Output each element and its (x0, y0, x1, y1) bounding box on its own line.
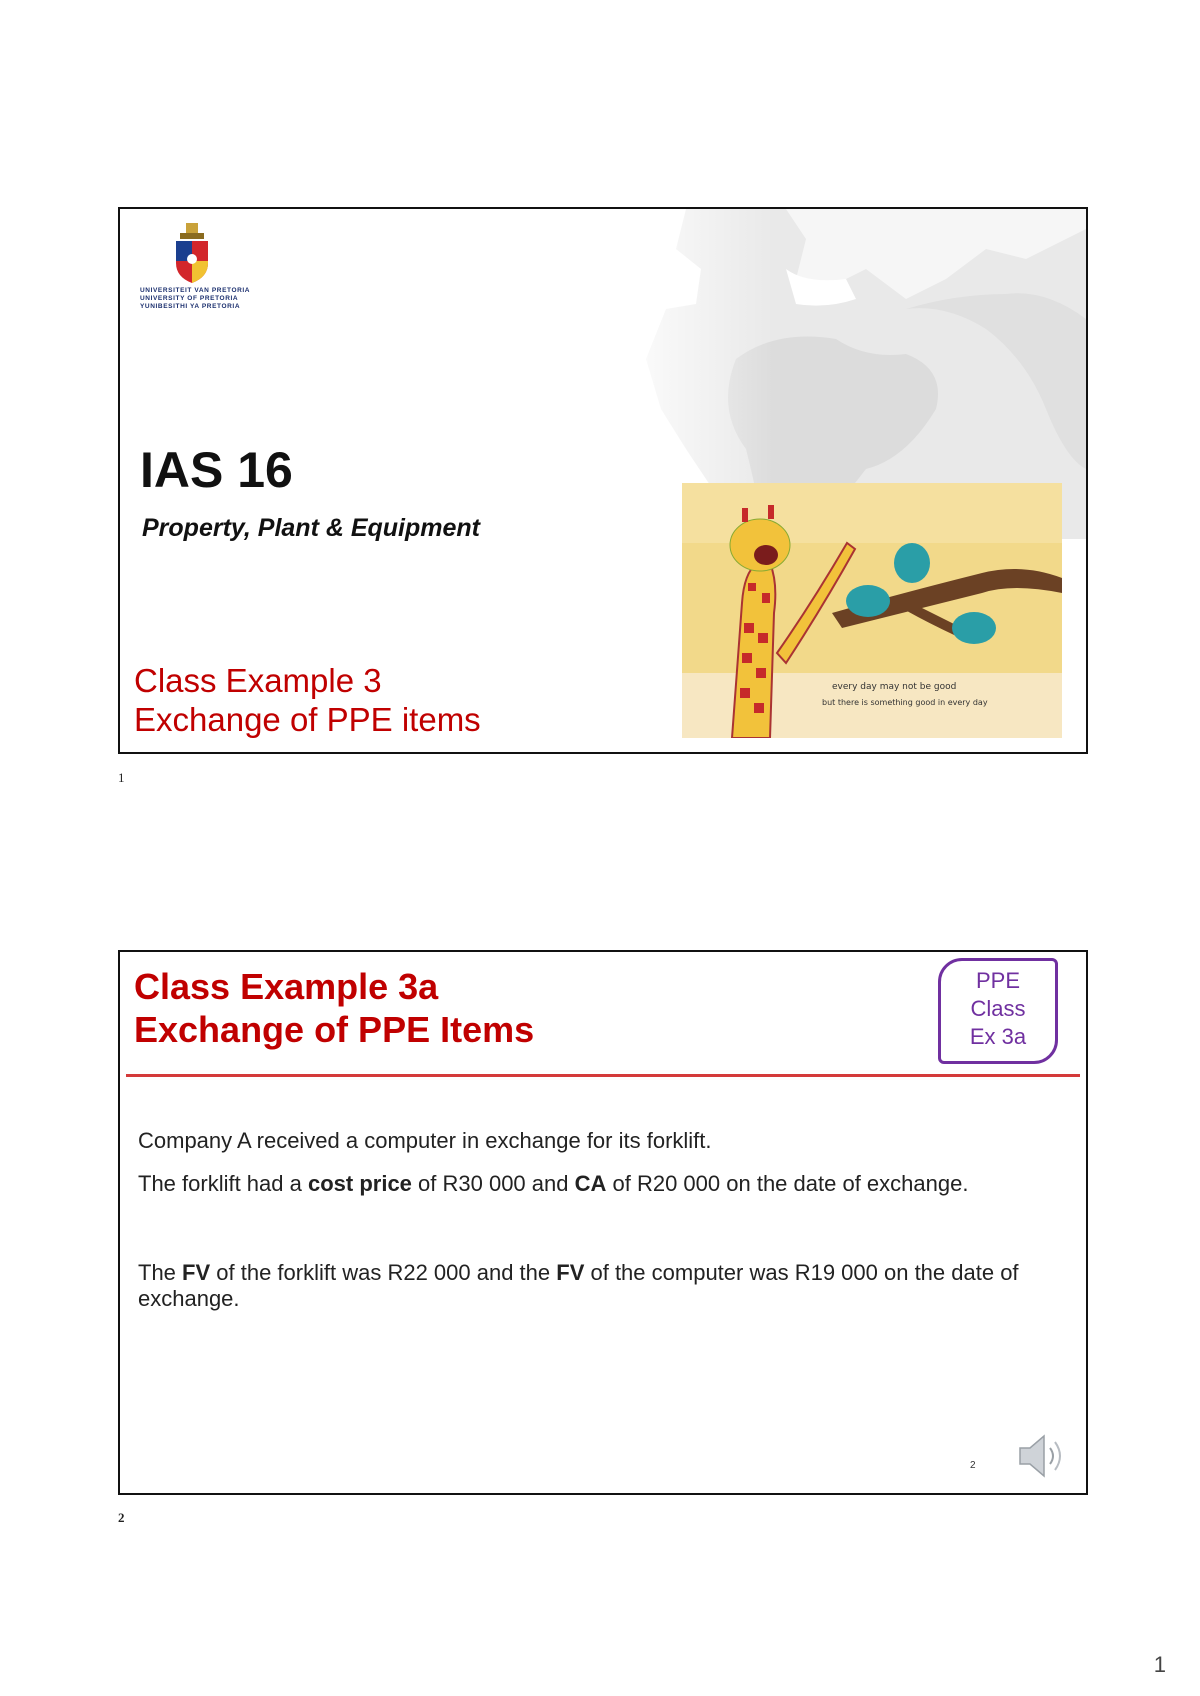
p2-bold-ca: CA (574, 1171, 607, 1196)
p2-text-1: The forklift had a (138, 1171, 308, 1196)
slide-1-heading-line-2: Exchange of PPE items (134, 701, 481, 738)
slide-1-subtitle: Property, Plant & Equipment (142, 514, 481, 542)
p3-text-2: of the forklift was R22 000 and the (210, 1260, 557, 1285)
p2-bold-cost-price: cost price (307, 1171, 412, 1196)
heading-divider (126, 1074, 1080, 1077)
logo-text-line-2: UNIVERSITY OF PRETORIA (140, 295, 239, 302)
illustration-caption-2: but there is something good in every day (822, 698, 988, 707)
p3-bold-fv-2: FV (556, 1260, 585, 1285)
slide-1-heading-line-1: Class Example 3 (134, 662, 382, 699)
p3-text-3: of the computer was R19 000 on the date of exchange. (138, 1260, 1019, 1311)
badge-line-1: PPE (975, 968, 1021, 993)
slide-2 (118, 950, 1088, 1495)
university-logo (140, 223, 250, 311)
giraffe-birds-illustration (682, 483, 1062, 738)
paragraph-3 (138, 1260, 1056, 1312)
logo-text-line-3: YUNIBESITHI YA PRETORIA (140, 303, 241, 310)
p2-text-2: of R30 000 and (411, 1171, 575, 1196)
slide-1 (118, 207, 1088, 754)
paragraph-1: Company A received a computer in exchange for its forklift. (138, 1128, 712, 1153)
paragraph-2 (138, 1171, 1056, 1197)
slide-2-heading-line-2: Exchange of PPE Items (134, 1009, 535, 1050)
slide-2-number: 2 (118, 1510, 125, 1525)
badge-line-3: Ex 3a (969, 1024, 1027, 1049)
ppe-class-badge (938, 958, 1058, 1064)
page-number: 1 (1153, 1652, 1166, 1677)
illustration-caption-1: every day may not be good (832, 682, 957, 692)
speaker-icon[interactable] (1014, 1430, 1070, 1482)
p3-bold-fv-1: FV (182, 1260, 211, 1285)
logo-text-line-1: UNIVERSITEIT VAN PRETORIA (140, 287, 251, 294)
slide-2-heading-line-1: Class Example 3a (134, 966, 439, 1007)
slide-1-title: IAS 16 (140, 442, 293, 498)
slide-1-number: 1 (118, 770, 125, 785)
badge-line-2: Class (970, 996, 1026, 1021)
crest-icon (172, 223, 212, 287)
p2-text-3: of R20 000 on the date of exchange. (606, 1171, 969, 1196)
inner-slide-number: 2 (970, 1460, 976, 1471)
p3-text-1: The (138, 1260, 183, 1285)
